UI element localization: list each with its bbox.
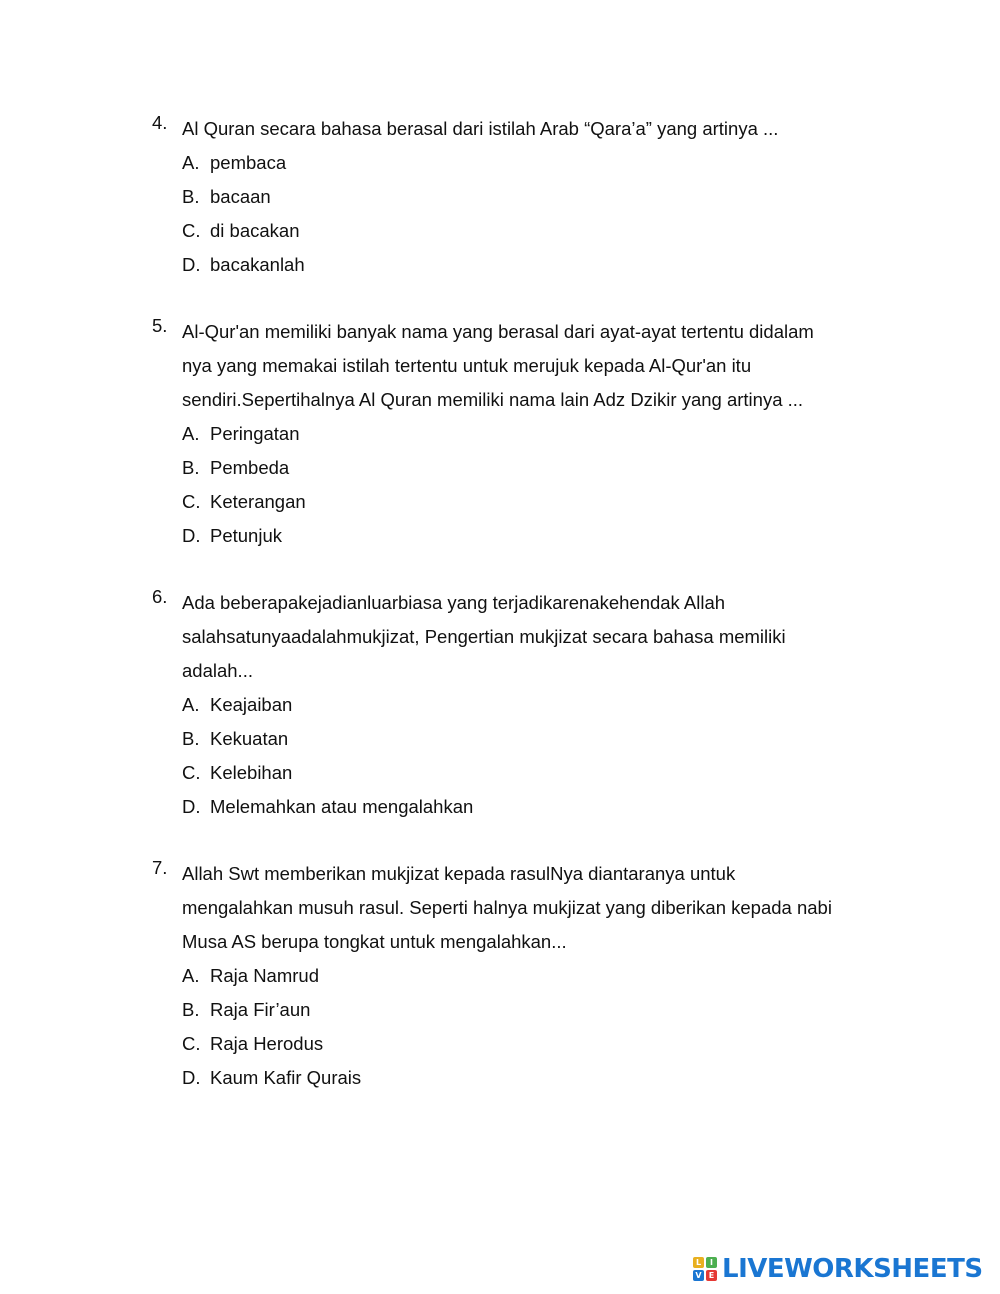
option-letter: A. [182, 152, 200, 173]
question-text-line: Allah Swt memberikan mukjizat kepada rasulNya diantaranya untuk [182, 863, 736, 884]
option-letter: C. [182, 491, 201, 512]
question-text-line: Ada beberapakejadianluarbiasa yang terjadikarenakehendak Allah [182, 592, 726, 613]
option-text: bacakanlah [210, 254, 305, 275]
options-list [182, 417, 892, 553]
question-6-header [152, 586, 892, 688]
option-b[interactable] [182, 993, 892, 1027]
liveworksheets-brand[interactable] [693, 1254, 983, 1284]
option-letter: D. [182, 796, 201, 817]
option-d[interactable] [182, 248, 892, 282]
liveworksheets-logo-icon [693, 1257, 717, 1281]
options-list [182, 146, 892, 282]
option-text: Petunjuk [210, 525, 282, 546]
option-text: pembaca [210, 152, 287, 173]
option-b[interactable] [182, 722, 892, 756]
question-number: 4. [152, 112, 168, 133]
option-text: Raja Namrud [210, 965, 319, 986]
option-c[interactable] [182, 1027, 892, 1061]
option-letter: B. [182, 999, 200, 1020]
question-text-line: Al-Qur'an memiliki banyak nama yang berasal dari ayat-ayat tertentu didalam [182, 321, 814, 342]
logo-letter: V [693, 1270, 704, 1281]
option-letter: A. [182, 694, 200, 715]
option-a[interactable] [182, 959, 892, 993]
option-letter: A. [182, 965, 200, 986]
option-a[interactable] [182, 146, 892, 180]
brand-name: LIVEWORKSHEETS [722, 1254, 983, 1284]
option-d[interactable] [182, 519, 892, 553]
question-text: Al Quran secara bahasa berasal dari istilah Arab “Qara’a” yang artinya ... [182, 118, 779, 139]
option-letter: B. [182, 457, 200, 478]
question-number: 6. [152, 586, 168, 607]
question-5 [152, 315, 892, 553]
options-list [182, 688, 892, 824]
option-letter: A. [182, 423, 200, 444]
option-text: Pembeda [210, 457, 290, 478]
option-b[interactable] [182, 451, 892, 485]
question-text-line: Musa AS berupa tongkat untuk mengalahkan... [182, 931, 567, 952]
option-text: di bacakan [210, 220, 300, 241]
question-text-line: salahsatunyaadalahmukjizat, Pengertian mukjizat secara bahasa memiliki [182, 626, 786, 647]
option-letter: D. [182, 1067, 201, 1088]
option-c[interactable] [182, 756, 892, 790]
question-4-header [152, 112, 892, 146]
option-text: Peringatan [210, 423, 300, 444]
question-4 [152, 112, 892, 282]
question-6 [152, 586, 892, 824]
option-text: Kekuatan [210, 728, 289, 749]
question-text [182, 857, 832, 959]
option-letter: B. [182, 186, 200, 207]
option-text: Kaum Kafir Qurais [210, 1067, 362, 1088]
option-d[interactable] [182, 790, 892, 824]
option-letter: B. [182, 728, 200, 749]
option-letter: D. [182, 525, 201, 546]
question-text-line: nya yang memakai istilah tertentu untuk merujuk kepada Al-Qur'an itu [182, 355, 752, 376]
logo-letter: E [706, 1270, 717, 1281]
question-text-line: mengalahkan musuh rasul. Seperti halnya mukjizat yang diberikan kepada nabi [182, 897, 832, 918]
option-text: Raja Fir’aun [210, 999, 311, 1020]
option-text: Keajaiban [210, 694, 293, 715]
option-text: Kelebihan [210, 762, 293, 783]
option-letter: C. [182, 1033, 201, 1054]
question-number: 7. [152, 857, 168, 878]
option-letter: C. [182, 762, 201, 783]
question-7-header [152, 857, 892, 959]
option-d[interactable] [182, 1061, 892, 1095]
logo-letter: L [693, 1257, 704, 1268]
option-b[interactable] [182, 180, 892, 214]
question-5-header [152, 315, 892, 417]
options-list [182, 959, 892, 1095]
option-c[interactable] [182, 214, 892, 248]
option-letter: D. [182, 254, 201, 275]
option-a[interactable] [182, 688, 892, 722]
option-text: bacaan [210, 186, 271, 207]
logo-letter: I [706, 1257, 717, 1268]
question-text-line: adalah... [182, 660, 253, 681]
question-text [182, 315, 814, 417]
question-text-line: sendiri.Sepertihalnya Al Quran memiliki nama lain Adz Dzikir yang artinya ... [182, 389, 804, 410]
question-number: 5. [152, 315, 168, 336]
option-letter: C. [182, 220, 201, 241]
option-c[interactable] [182, 485, 892, 519]
question-text [182, 586, 786, 688]
option-text: Raja Herodus [210, 1033, 324, 1054]
question-7 [152, 857, 892, 1095]
option-text: Keterangan [210, 491, 306, 512]
option-a[interactable] [182, 417, 892, 451]
option-text: Melemahkan atau mengalahkan [210, 796, 474, 817]
